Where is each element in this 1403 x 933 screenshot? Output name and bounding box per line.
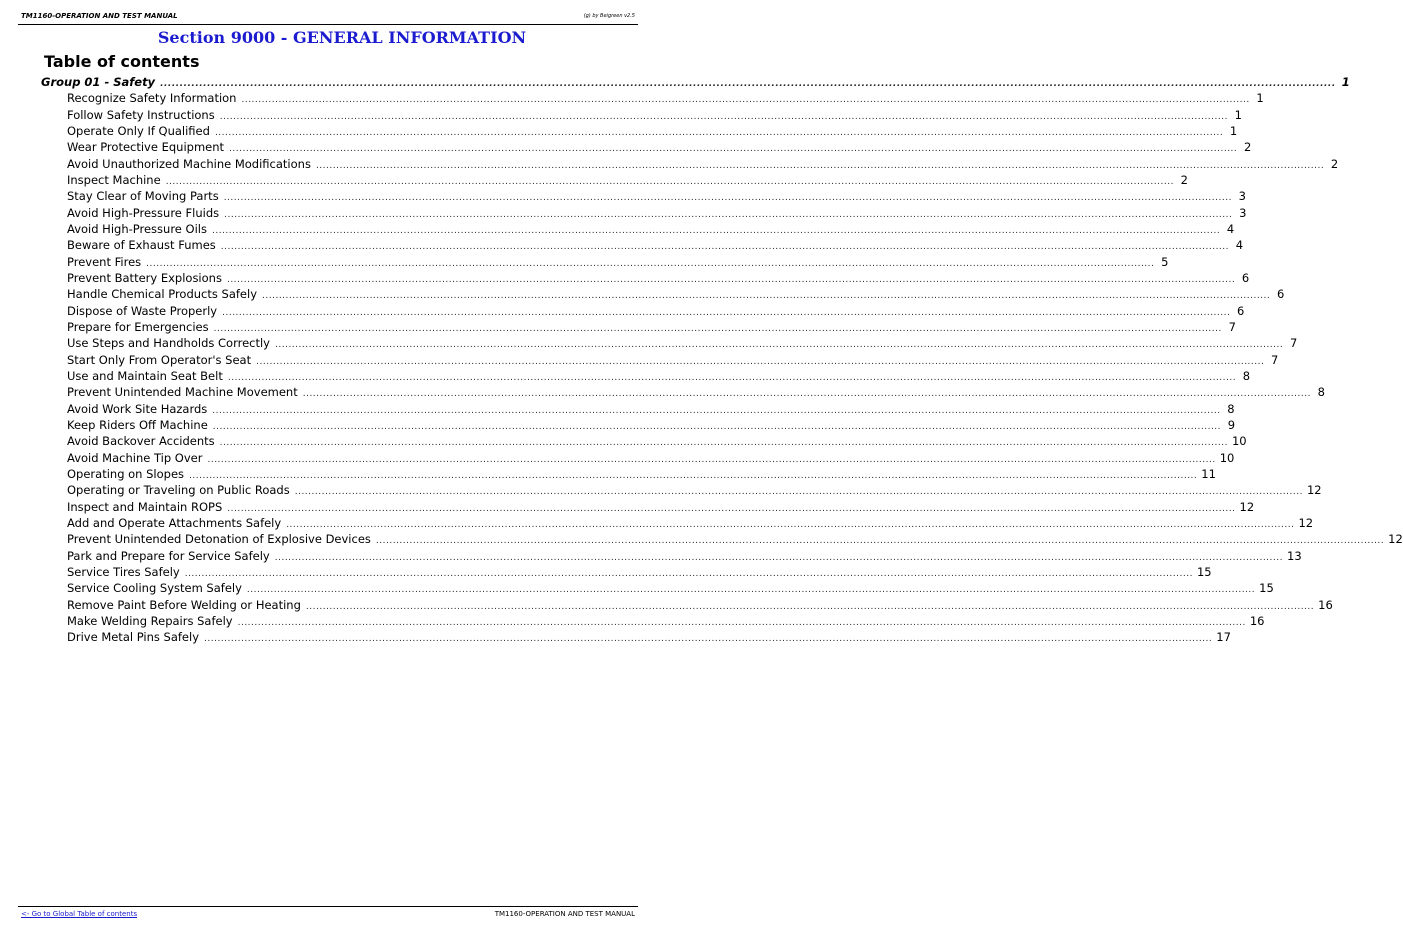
toc-entry-page-number[interactable]: 7 bbox=[1228, 319, 1236, 334]
toc-entry-page-number[interactable]: 5 bbox=[1161, 254, 1169, 269]
toc-entry-page-number[interactable]: 8 bbox=[1242, 368, 1251, 383]
toc-entry-page-number[interactable]: 7 bbox=[1289, 336, 1298, 351]
dot-leader: ............................................................................................................................................................................................................................................................................................................ bbox=[189, 470, 1198, 481]
toc-entry-page-number[interactable]: 11 bbox=[1201, 466, 1216, 481]
dot-leader: ............................................................................................................................................................................................................................................................................................................ bbox=[226, 274, 1236, 285]
toc-entry-page-number[interactable]: 10 bbox=[1231, 434, 1247, 449]
dot-leader: ............................................................................................................................................................................................................................................................................................................ bbox=[220, 242, 1230, 253]
toc-entry-label[interactable]: Service Tires Safely bbox=[67, 564, 180, 579]
toc-entry-label[interactable]: Remove Paint Before Welding or Heating bbox=[67, 597, 301, 612]
toc-entry[interactable] bbox=[67, 303, 1245, 319]
dot-leader: ............................................................................................................................................................................................................................................................................................................ bbox=[184, 568, 1193, 579]
toc-entry-label[interactable]: Follow Safety Instructions bbox=[67, 107, 215, 122]
dot-leader: ............................................................................................................................................................................................................................................................................................................ bbox=[211, 225, 1221, 236]
dot-leader: ............................................................................................................................................................................................................................................................................................................ bbox=[241, 95, 1250, 106]
dot-leader: ............................................................................................................................................................................................................................................................................................................ bbox=[246, 585, 1256, 596]
section-title: Section 9000 - GENERAL INFORMATION bbox=[157, 28, 527, 47]
dot-leader: ............................................................................................................................................................................................................................................................................................................ bbox=[165, 176, 1174, 187]
toc-entry-label[interactable]: Prevent Fires bbox=[67, 254, 142, 269]
dot-leader: ............................................................................................................................................................................................................................................................................................................ bbox=[160, 79, 1336, 89]
toc-entry-label[interactable]: Avoid Work Site Hazards bbox=[67, 401, 208, 416]
toc-entry-label[interactable]: Use Steps and Handholds Correctly bbox=[67, 336, 270, 351]
toc-entry-page-number[interactable]: 4 bbox=[1226, 221, 1235, 236]
toc-entry-label[interactable]: Recognize Safety Information bbox=[67, 91, 237, 106]
toc-entry-label[interactable]: Avoid Machine Tip Over bbox=[67, 450, 203, 465]
toc-title: Table of contents bbox=[44, 52, 200, 71]
page-footer bbox=[18, 906, 638, 921]
toc-entry-page-number[interactable]: 3 bbox=[1239, 205, 1247, 220]
toc-entry[interactable] bbox=[67, 613, 1265, 629]
dot-leader: ............................................................................................................................................................................................................................................................................................................ bbox=[229, 144, 1238, 155]
dot-leader: ............................................................................................................................................................................................................................................................................................................ bbox=[375, 536, 1385, 547]
toc-entry[interactable] bbox=[67, 156, 1339, 172]
dot-leader: ............................................................................................................................................................................................................................................................................................................ bbox=[227, 372, 1237, 383]
toc-entry[interactable] bbox=[67, 270, 1250, 286]
toc-entry-page-number[interactable]: 12 bbox=[1298, 515, 1314, 530]
toc-entry[interactable] bbox=[67, 368, 1251, 384]
dot-leader: ............................................................................................................................................................................................................................................................................................................ bbox=[294, 487, 1303, 498]
dot-leader: ............................................................................................................................................................................................................................................................................................................ bbox=[275, 340, 1284, 351]
toc-entry[interactable] bbox=[67, 597, 1333, 613]
toc-entry-label[interactable]: Avoid High-Pressure Oils bbox=[67, 221, 207, 236]
dot-leader: ............................................................................................................................................................................................................................................................................................................ bbox=[286, 519, 1295, 530]
toc-entry-page-number[interactable]: 9 bbox=[1227, 417, 1236, 432]
toc-entry-page-number[interactable]: 6 bbox=[1276, 287, 1285, 302]
toc-entry-page-number[interactable]: 7 bbox=[1271, 352, 1279, 367]
toc-entry-label[interactable]: Start Only From Operator's Seat bbox=[67, 352, 252, 367]
toc-entry[interactable] bbox=[67, 384, 1325, 400]
toc-entry-label[interactable]: Beware of Exhaust Fumes bbox=[67, 238, 216, 253]
toc-entry-page-number[interactable]: 15 bbox=[1196, 564, 1212, 579]
footer-manual-title: TM1160-OPERATION AND TEST MANUAL bbox=[494, 910, 635, 918]
toc-entry-label[interactable]: Prepare for Emergencies bbox=[67, 319, 209, 334]
toc-entry-page-number[interactable]: 6 bbox=[1241, 270, 1250, 285]
toc-entry-label[interactable]: Inspect Machine bbox=[67, 172, 161, 187]
toc-entry[interactable] bbox=[67, 172, 1188, 188]
toc-entry-page-number[interactable]: 16 bbox=[1249, 613, 1265, 628]
toc-entry[interactable] bbox=[67, 433, 1247, 449]
toc-entry-label[interactable]: Avoid High-Pressure Fluids bbox=[67, 205, 220, 220]
toc-entry-page-number[interactable]: 4 bbox=[1235, 238, 1244, 253]
toc-entry-page-number[interactable]: 16 bbox=[1318, 597, 1333, 612]
toc-entry-page-number[interactable]: 8 bbox=[1317, 385, 1325, 400]
toc-entry[interactable] bbox=[67, 580, 1274, 596]
toc-entry[interactable] bbox=[67, 188, 1246, 204]
toc-entry-label[interactable]: Operating on Slopes bbox=[67, 466, 185, 481]
toc-entry[interactable] bbox=[67, 450, 1235, 466]
toc-entry[interactable] bbox=[67, 286, 1285, 302]
toc-entry-label[interactable]: Add and Operate Attachments Safely bbox=[67, 515, 282, 530]
toc-entry-label[interactable]: Prevent Unintended Machine Movement bbox=[67, 385, 298, 400]
dot-leader: ............................................................................................................................................................................................................................................................................................................ bbox=[224, 209, 1233, 220]
toc-entry[interactable] bbox=[67, 319, 1236, 335]
toc-entry-label[interactable]: Stay Clear of Moving Parts bbox=[67, 189, 219, 204]
toc-entry-page-number[interactable]: 6 bbox=[1237, 303, 1245, 318]
header-manual-title: TM1160-OPERATION AND TEST MANUAL bbox=[21, 12, 178, 20]
toc-entry-label[interactable]: Use and Maintain Seat Belt bbox=[67, 368, 223, 383]
toc-entry-page-number[interactable]: 3 bbox=[1238, 189, 1246, 204]
toc-entry[interactable] bbox=[67, 515, 1314, 531]
toc-entry-page-number[interactable]: 12 bbox=[1306, 483, 1322, 498]
header-credit: (g) by Beigreen v2.5 bbox=[583, 13, 635, 19]
toc-entry[interactable] bbox=[67, 499, 1255, 515]
dot-leader: ............................................................................................................................................................................................................................................................................................................ bbox=[213, 323, 1222, 334]
toc-entry-page-number[interactable]: 12 bbox=[1388, 532, 1403, 547]
toc-entry-label[interactable]: Prevent Battery Explosions bbox=[67, 270, 222, 285]
toc-entry-label[interactable]: Service Cooling System Safely bbox=[67, 581, 242, 596]
dot-leader: ............................................................................................................................................................................................................................................................................................................ bbox=[274, 552, 1283, 563]
toc-entry-label[interactable]: Operate Only If Qualified bbox=[67, 123, 210, 138]
dot-leader: ............................................................................................................................................................................................................................................................................................................ bbox=[256, 356, 1265, 367]
dot-leader: ............................................................................................................................................................................................................................................................................................................ bbox=[212, 421, 1222, 432]
toc-entry-label[interactable]: Handle Chemical Products Safely bbox=[67, 287, 258, 302]
toc-entry-page-number[interactable]: 1 bbox=[1256, 91, 1264, 106]
dot-leader: ............................................................................................................................................................................................................................................................................................................ bbox=[302, 389, 1311, 400]
toc-entry[interactable] bbox=[67, 564, 1212, 580]
toc-entry-label[interactable]: Group 01 - Safety bbox=[41, 75, 156, 89]
toc-entry[interactable] bbox=[67, 548, 1302, 564]
toc-entry[interactable] bbox=[67, 254, 1169, 270]
dot-leader: ............................................................................................................................................................................................................................................................................................................ bbox=[262, 291, 1271, 302]
toc-entry[interactable] bbox=[67, 139, 1252, 155]
toc-entry[interactable] bbox=[67, 205, 1247, 221]
toc-entry-page-number[interactable]: 2 bbox=[1243, 140, 1252, 155]
toc-entry-page-number[interactable]: 2 bbox=[1180, 172, 1188, 187]
dot-leader: ............................................................................................................................................................................................................................................................................................................ bbox=[315, 160, 1325, 171]
dot-leader: ............................................................................................................................................................................................................................................................................................................ bbox=[222, 307, 1231, 318]
toc-entry[interactable] bbox=[67, 221, 1235, 237]
toc-entry-label[interactable]: Wear Protective Equipment bbox=[67, 140, 225, 155]
toc-entry[interactable] bbox=[67, 531, 1403, 547]
toc-entry-label[interactable]: Drive Metal Pins Safely bbox=[67, 630, 200, 645]
page-header bbox=[18, 12, 638, 25]
toc-entry[interactable] bbox=[67, 90, 1264, 106]
toc-entry[interactable] bbox=[67, 466, 1216, 482]
toc-entry-label[interactable]: Avoid Unauthorized Machine Modifications bbox=[67, 156, 311, 171]
toc-entry-label[interactable]: Make Welding Repairs Safely bbox=[67, 613, 233, 628]
dot-leader: ............................................................................................................................................................................................................................................................................................................ bbox=[214, 127, 1224, 138]
toc-entry-label[interactable]: Operating or Traveling on Public Roads bbox=[67, 483, 290, 498]
dot-leader: ............................................................................................................................................................................................................................................................................................................ bbox=[305, 601, 1315, 612]
dot-leader: ............................................................................................................................................................................................................................................................................................................ bbox=[223, 193, 1232, 204]
toc-entry-label[interactable]: Keep Riders Off Machine bbox=[67, 417, 208, 432]
toc-entry[interactable] bbox=[67, 352, 1279, 368]
toc-entry[interactable] bbox=[67, 335, 1298, 351]
dot-leader: ............................................................................................................................................................................................................................................................................................................ bbox=[146, 258, 1155, 269]
dot-leader: ............................................................................................................................................................................................................................................................................................................ bbox=[227, 503, 1236, 514]
toc-entry-label[interactable]: Prevent Unintended Detonation of Explosive Devices bbox=[67, 532, 371, 547]
toc-entry-page-number[interactable]: 1 bbox=[1341, 75, 1350, 89]
toc-entry-page-number[interactable]: 10 bbox=[1219, 450, 1235, 465]
toc-entry-page-number[interactable]: 13 bbox=[1287, 548, 1302, 563]
dot-leader: ............................................................................................................................................................................................................................................................................................................ bbox=[212, 405, 1221, 416]
toc-entry[interactable] bbox=[67, 237, 1244, 253]
global-toc-link[interactable]: <- Go to Global Table of contents bbox=[21, 910, 138, 918]
toc-entry-label[interactable]: Inspect and Maintain ROPS bbox=[67, 499, 223, 514]
toc-entry-label[interactable]: Park and Prepare for Service Safely bbox=[67, 548, 270, 563]
toc-entry-page-number[interactable]: 15 bbox=[1259, 581, 1274, 596]
toc-entry[interactable] bbox=[67, 123, 1238, 139]
toc-entry-page-number[interactable]: 8 bbox=[1227, 401, 1235, 416]
toc-entry-page-number[interactable]: 2 bbox=[1330, 156, 1339, 171]
toc-entry-label[interactable]: Avoid Backover Accidents bbox=[67, 434, 215, 449]
toc-entry-label[interactable]: Dispose of Waste Properly bbox=[67, 303, 218, 318]
toc-entry-page-number[interactable]: 1 bbox=[1229, 123, 1238, 138]
dot-leader: ............................................................................................................................................................................................................................................................................................................ bbox=[219, 111, 1228, 122]
toc-entry-page-number[interactable]: 1 bbox=[1234, 107, 1242, 122]
toc-entry[interactable] bbox=[67, 629, 1231, 645]
dot-leader: ............................................................................................................................................................................................................................................................................................................ bbox=[237, 617, 1246, 628]
toc-entry-page-number[interactable]: 12 bbox=[1239, 499, 1255, 514]
toc-entry[interactable] bbox=[67, 107, 1242, 123]
dot-leader: ............................................................................................................................................................................................................................................................................................................ bbox=[219, 438, 1228, 449]
toc-entry-page-number[interactable]: 17 bbox=[1216, 630, 1231, 645]
toc-entry[interactable] bbox=[67, 482, 1322, 498]
dot-leader: ............................................................................................................................................................................................................................................................................................................ bbox=[207, 454, 1216, 465]
toc-group-safety[interactable] bbox=[41, 74, 1350, 90]
dot-leader: ............................................................................................................................................................................................................................................................................................................ bbox=[204, 634, 1213, 645]
toc-entry[interactable] bbox=[67, 401, 1235, 417]
toc-entry[interactable] bbox=[67, 417, 1236, 433]
